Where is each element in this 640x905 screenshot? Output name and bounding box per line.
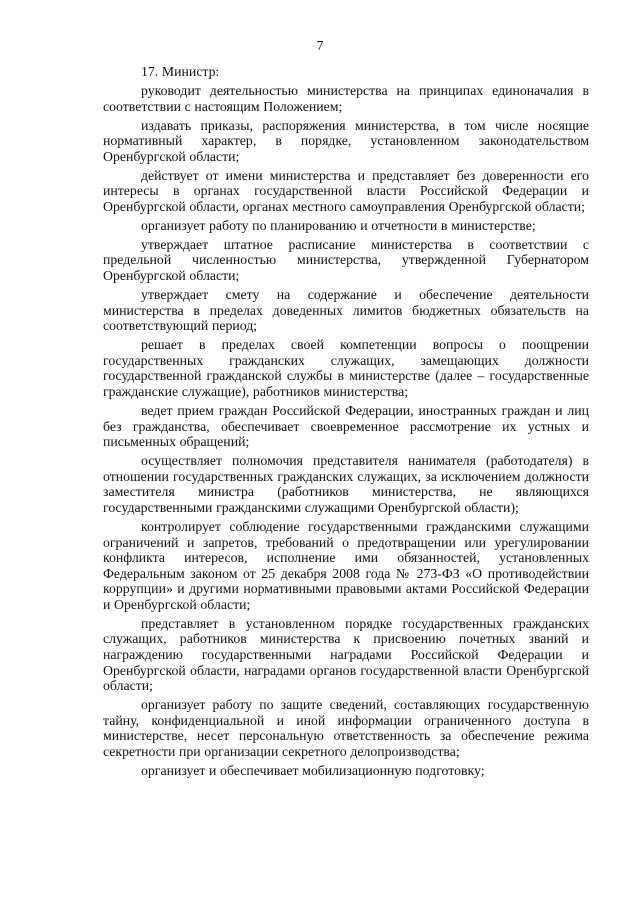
paragraph: действует от имени министерства и представляет без доверенности его интересы в органах государственной власти Российской Федерации и Оренбургской области, органах местного самоуправления Оренбургской области; [103, 167, 589, 214]
paragraph: представляет в установленном порядке государственных гражданских служащих, работников министерства к присвоению почетных званий и награждению государственными наградами Российской Федерации и Оренбургской области, наградами органов государственной власти Оренбургской области; [103, 615, 589, 694]
paragraph: организует работу по защите сведений, составляющих государственную тайну, конфиденциальной и иной информации ограниченного доступа в министерстве, несет персональную ответственность за обеспечение режима секретности при организации секретного делопроизводства; [103, 697, 589, 760]
paragraph: организует работу по планированию и отчетности в министерстве; [141, 217, 536, 233]
paragraph: ведет прием граждан Российской Федерации, иностранных граждан и лиц без гражданства, обеспечивает своевременное рассмотрение их устных и письменных обращений; [103, 403, 589, 450]
section-heading: 17. Министр: [141, 64, 220, 79]
paragraph: утверждает штатное расписание министерства в соответствии с предельной численностью министерства, утвержденной Губернатором Оренбургской области; [103, 236, 589, 284]
paragraph: контролирует соблюдение государственными гражданскими служащими ограничений и запретов, требований о предотвращении или урегулировании конфликта интересов, исполнение ими обязанностей, установленных Федеральным законом от 25 декабря 2008 года № 273-ФЗ «О противодействии коррупции» и другими нормативными правовыми актами Российской Федерации и Оренбургской области; [103, 518, 589, 612]
paragraph: утверждает смету на содержание и обеспечение деятельности министерства в пределах доведенных лимитов бюджетных обязательств на соответствующий период; [103, 287, 589, 334]
paragraph: руководит деятельностью министерства на принципах единоначалия в соответствии с настоящим Положением; [103, 82, 589, 114]
paragraph: решает в пределах своей компетенции вопросы о поощрении государственных гражданских служащих, замещающих должности государственной гражданской службы в министерстве (далее – государственные гражданские служащие), работников министерства; [103, 337, 589, 400]
paragraph: осуществляет полномочия представителя нанимателя (работодателя) в отношении государственных гражданских служащих, за исключением должности заместителя министра (работников министерства, не являющихся государственными гражданскими служащими Оренбургской области); [103, 453, 589, 515]
page-number: 7 [316, 38, 324, 53]
document-body [103, 64, 589, 782]
paragraph: организует и обеспечивает мобилизационную подготовку; [141, 763, 485, 779]
paragraph: издавать приказы, распоряжения министерства, в том числе носящие нормативный характер, в порядке, установленном законодательством Оренбургской области; [103, 117, 589, 164]
